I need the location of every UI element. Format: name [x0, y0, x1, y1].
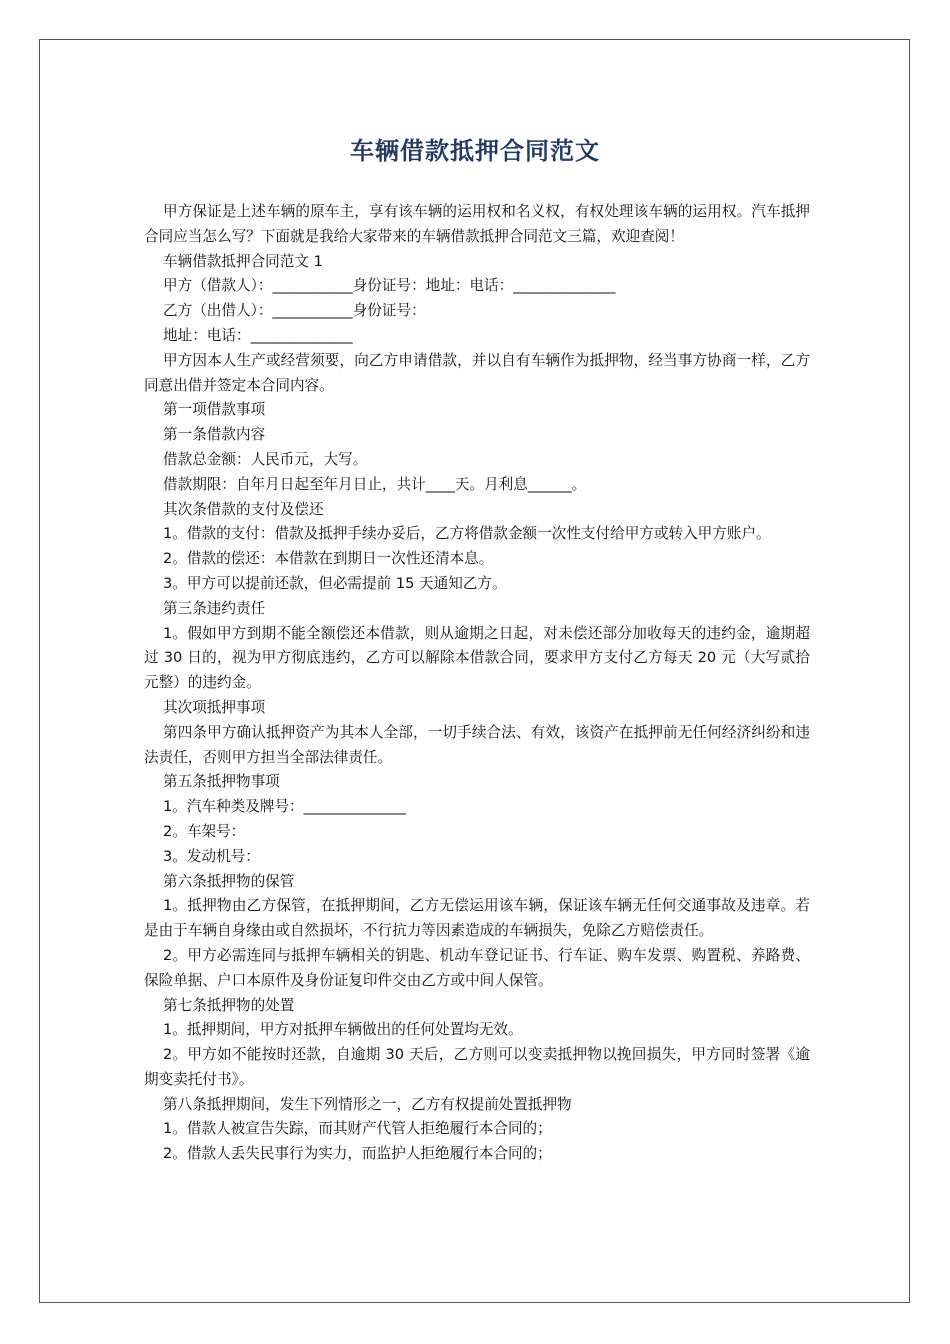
paragraph: 甲方（借款人）：___________身份证号：地址：电话：______________: [163, 277, 616, 295]
paragraph: 第四条甲方确认抵押资产为其本人全部，一切手续合法、有效，该资产在抵押前无任何经济纠纷和违法责任，否则甲方担当全部法律责任。: [144, 723, 810, 766]
paragraph: 1。假如甲方到期不能全额偿还本借款，则从逾期之日起，对未偿还部分加收每天的违约金，逾期超过 30 日的，视为甲方彻底违约，乙方可以解除本借款合同，要求甲方支付乙方每天 20 元（大写贰拾元整）的违约金。: [144, 624, 810, 692]
paragraph: 第一项借款事项: [163, 401, 266, 419]
paragraph: 乙方（出借人）：___________身份证号：: [163, 302, 426, 320]
paragraph: 第五条抵押物事项: [163, 773, 280, 791]
paragraph: 2。借款人丢失民事行为实力，而监护人拒绝履行本合同的；: [163, 1145, 552, 1163]
paragraph: 第八条抵押期间，发生下列情形之一，乙方有权提前处置抵押物: [163, 1095, 572, 1113]
paragraph: 车辆借款抵押合同范文 1: [163, 252, 323, 270]
paragraph: 2。甲方必需连同与抵押车辆相关的钥匙、机动车登记证书、行车证、购车发票、购置税、养路费、保险单据、户口本原件及身份证复印件交由乙方或中间人保管。: [144, 946, 810, 989]
paragraph: 第三条违约责任: [163, 599, 266, 617]
paragraph: 地址：电话：______________: [163, 326, 353, 344]
paragraph: 其次项抵押事项: [163, 698, 266, 716]
paragraph: 1。借款人被宣告失踪，而其财产代管人拒绝履行本合同的；: [163, 1120, 552, 1138]
paragraph: 3。甲方可以提前还款，但必需提前 15 天通知乙方。: [163, 574, 507, 592]
paragraph: 其次条借款的支付及偿还: [163, 500, 324, 518]
paragraph: 1。汽车种类及牌号：______________: [163, 798, 406, 816]
document-body: [144, 200, 810, 1167]
paragraph: 1。借款的支付：借款及抵押手续办妥后，乙方将借款金额一次性支付给甲方或转入甲方账户。: [163, 525, 771, 543]
paragraph: 第一条借款内容: [163, 426, 266, 444]
paragraph: 2。车架号：: [163, 822, 246, 840]
paragraph: 2。借款的偿还：本借款在到期日一次性还清本息。: [163, 550, 494, 568]
paragraph: 第六条抵押物的保管: [163, 872, 295, 890]
paragraph: 借款总金额：人民币元，大写。: [163, 450, 368, 468]
paragraph: 1。抵押物由乙方保管，在抵押期间，乙方无偿运用该车辆，保证该车辆无任何交通事故及违章。若是由于车辆自身缘由或自然损坏，不行抗力等因素造成的车辆损失，免除乙方赔偿责任。: [144, 897, 810, 940]
paragraph: 甲方因本人生产或经营须要，向乙方申请借款，并以自有车辆作为抵押物，经当事方协商一样，乙方同意出借并签定本合同内容。: [144, 351, 810, 394]
paragraph: 第七条抵押物的处置: [163, 996, 295, 1014]
paragraph: 甲方保证是上述车辆的原车主，享有该车辆的运用权和名义权，有权处理该车辆的运用权。汽车抵押合同应当怎么写？下面就是我给大家带来的车辆借款抵押合同范文三篇，欢迎查阅！: [144, 203, 810, 245]
paragraph: 2。甲方如不能按时还款，自逾期 30 天后，乙方则可以变卖抵押物以挽回损失，甲方同时签署《逾期变卖托付书》。: [144, 1046, 810, 1088]
paragraph: 3。发动机号：: [163, 847, 260, 865]
paragraph: 借款期限：自年月日起至年月日止，共计____天。月利息______。: [163, 475, 587, 493]
document-title: 车辆借款抵押合同范文: [350, 137, 600, 165]
paragraph: 1。抵押期间，甲方对抵押车辆做出的任何处置均无效。: [163, 1021, 523, 1039]
